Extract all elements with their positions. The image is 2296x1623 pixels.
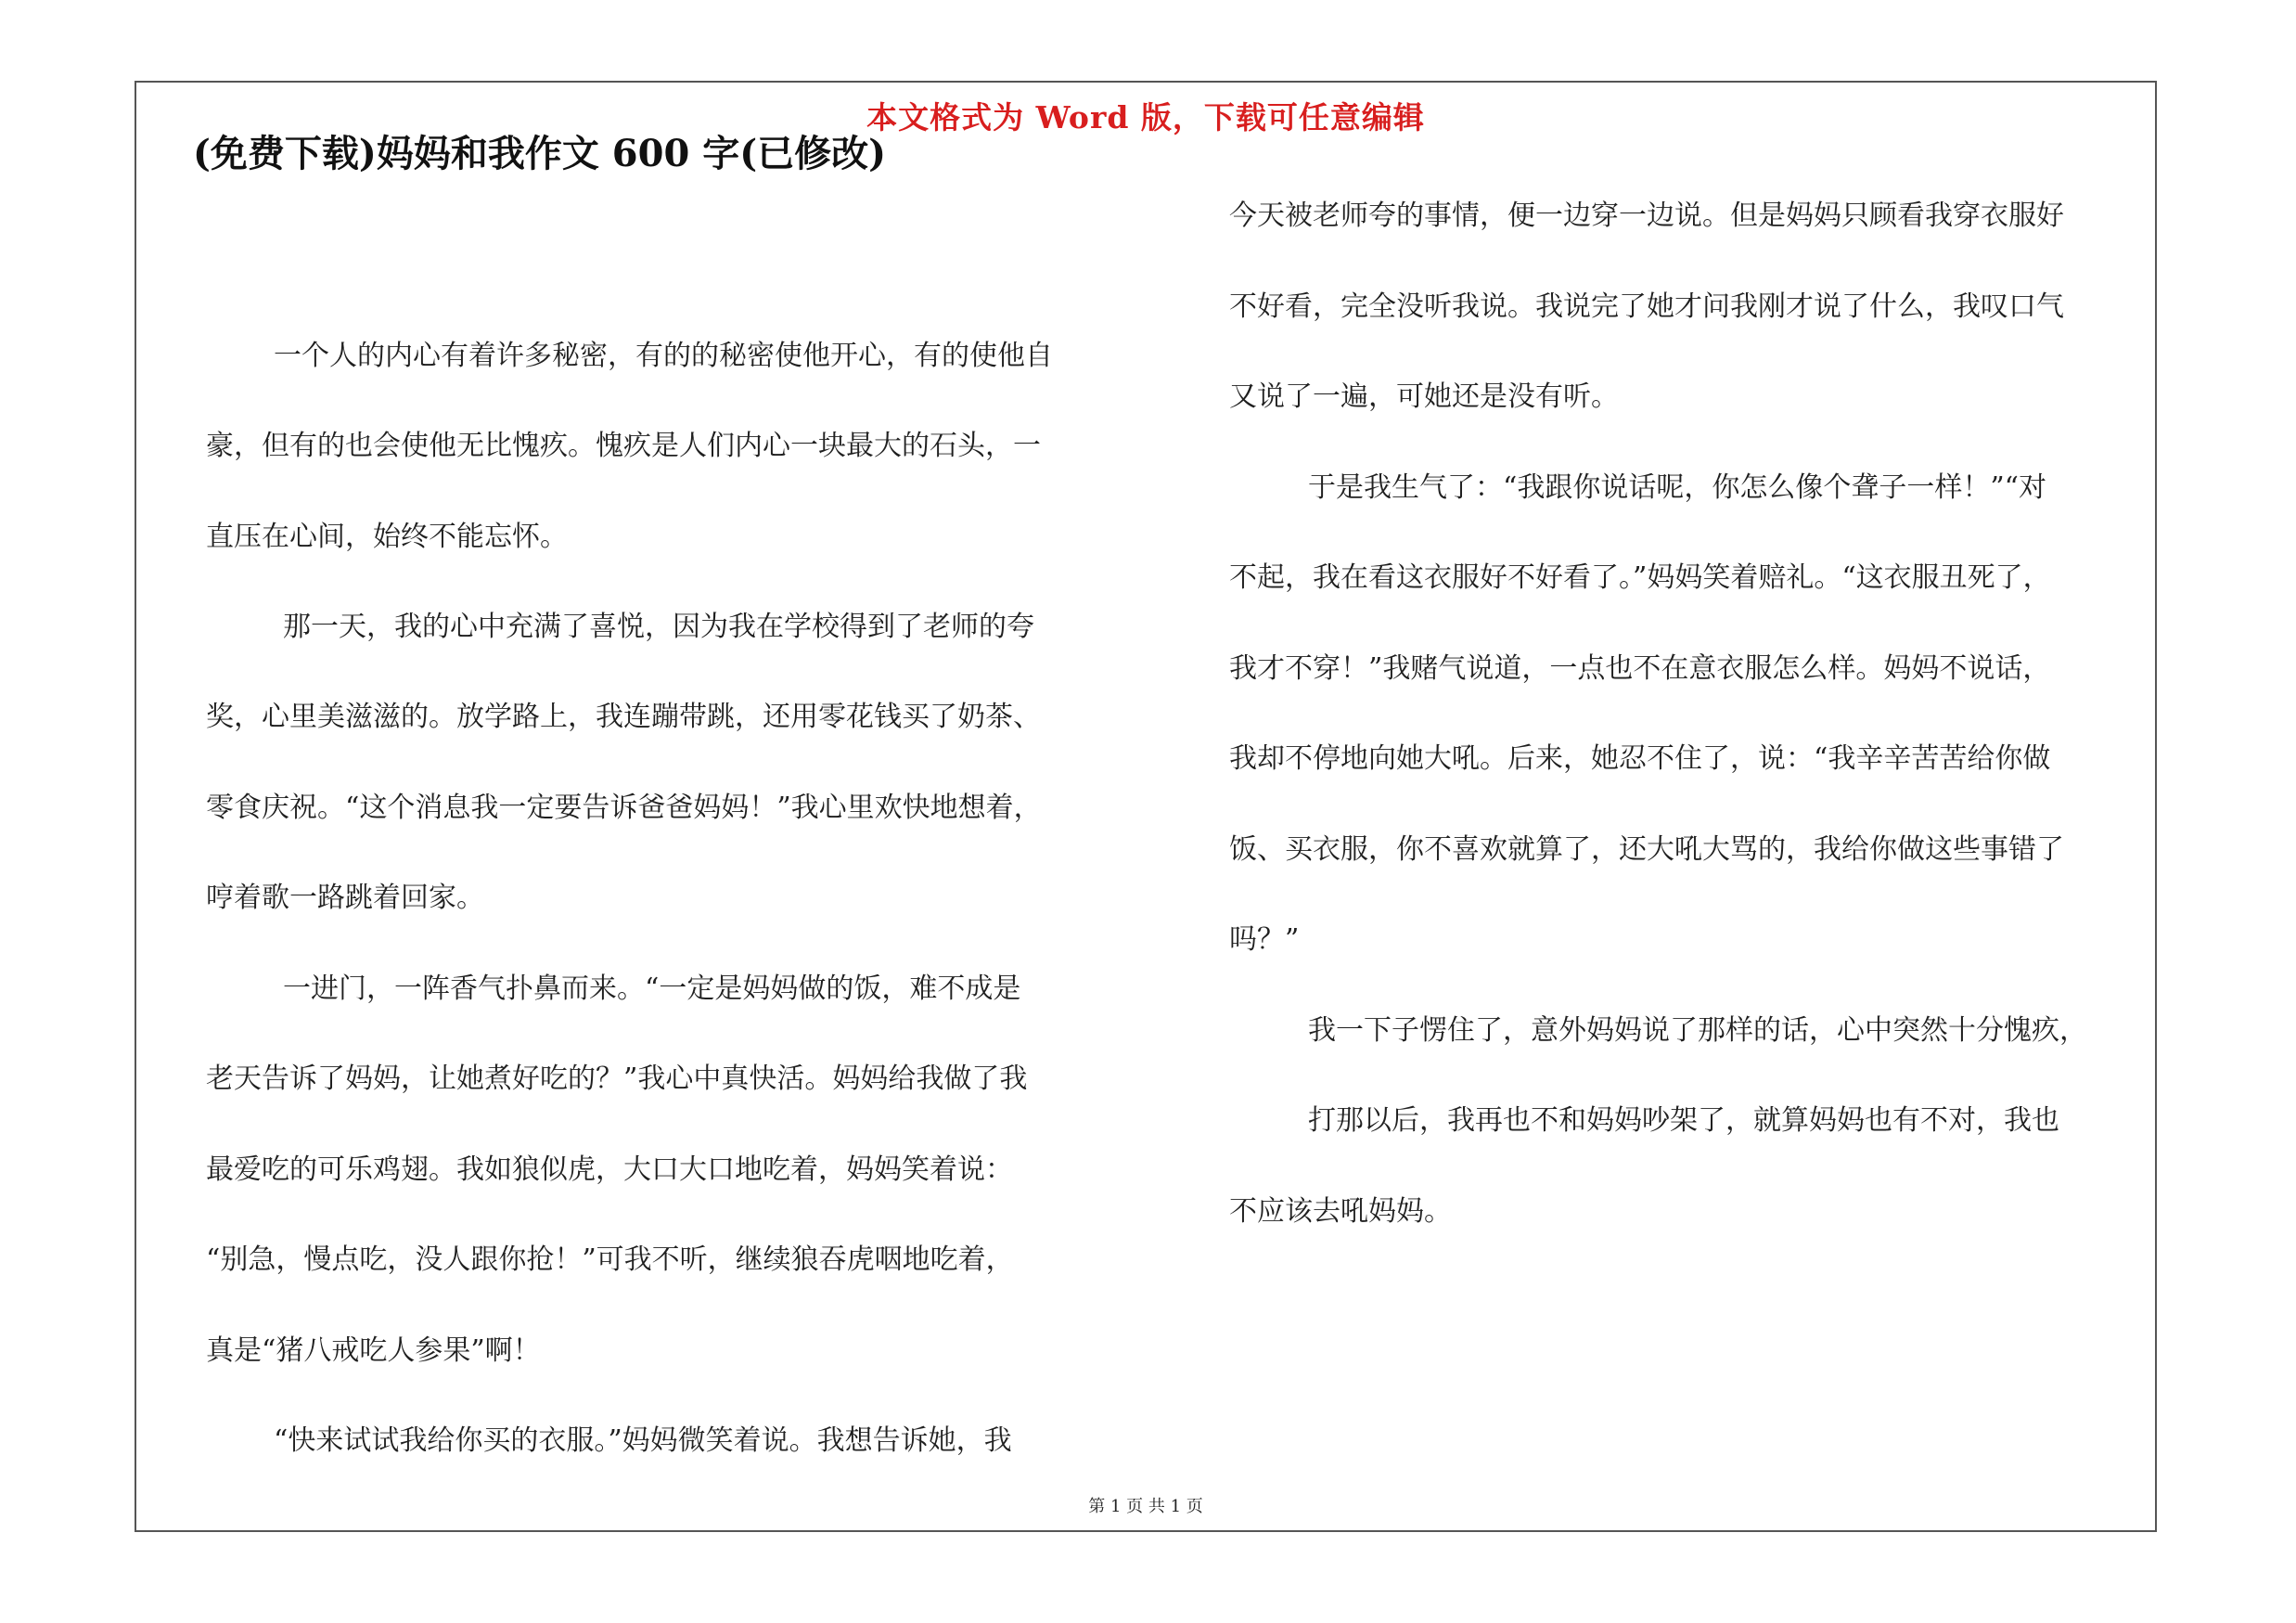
header-banner: 本文格式为 Word 版，下载可任意编辑 bbox=[866, 99, 1425, 135]
text-line: 直压在心间，始终不能忘怀。 bbox=[206, 521, 568, 553]
text-line: 吗？” bbox=[1229, 923, 1300, 956]
document-title: (免费下载)妈妈和我作文 600 字(已修改) bbox=[193, 132, 887, 175]
text-line: “别急，慢点吃，没人跟你抢！”可我不听，继续狼吞虎咽地吃着， bbox=[206, 1243, 1014, 1276]
text-line: 不起，我在看这衣服好不好看了。”妈妈笑着赔礼。“这衣服丑死了， bbox=[1229, 561, 2051, 594]
text-line: 哼着歌一路跳着回家。 bbox=[206, 882, 484, 914]
text-line: 豪，但有的也会使他无比愧疚。愧疚是人们内心一块最大的石头，一 bbox=[206, 430, 1041, 462]
text-line: “快来试试我给你买的衣服。”妈妈微笑着说。我想告诉她，我 bbox=[274, 1424, 1012, 1457]
text-line: 零食庆祝。“这个消息我一定要告诉爸爸妈妈！”我心里欢快地想着， bbox=[206, 792, 1042, 824]
text-line: 我才不穿！”我赌气说道，一点也不在意衣服怎么样。妈妈不说话， bbox=[1229, 652, 2051, 685]
text-line: 最爱吃的可乐鸡翅。我如狼似虎，大口大口地吃着，妈妈笑着说： bbox=[206, 1153, 1013, 1186]
text-line: 不应该去吼妈妈。 bbox=[1229, 1195, 1452, 1228]
page-footer: 第 1 页 共 1 页 bbox=[1088, 1497, 1203, 1516]
text-line: 饭、买衣服，你不喜欢就算了，还大吼大骂的，我给你做这些事错了 bbox=[1229, 833, 2064, 866]
text-line: 不好看，完全没听我说。我说完了她才问我刚才说了什么，我叹口气 bbox=[1229, 290, 2064, 323]
text-line: 我一下子愣住了，意外妈妈说了那样的话，心中突然十分愧疚， bbox=[1308, 1014, 2087, 1047]
text-line: 真是“猪八戒吃人参果”啊！ bbox=[206, 1334, 541, 1367]
text-line: 奖，心里美滋滋的。放学路上，我连蹦带跳，还用零花钱买了奶茶、 bbox=[206, 701, 1041, 733]
text-line: 那一天，我的心中充满了喜悦，因为我在学校得到了老师的夸 bbox=[283, 611, 1034, 643]
text-line: 今天被老师夸的事情，便一边穿一边说。但是妈妈只顾看我穿衣服好 bbox=[1229, 200, 2064, 232]
text-line: 我却不停地向她大吼。后来，她忍不住了，说：“我辛辛苦苦给你做 bbox=[1229, 742, 2051, 775]
text-line: 于是我生气了：“我跟你说话呢，你怎么像个聋子一样！”“对 bbox=[1308, 471, 2047, 504]
text-line: 一进门，一阵香气扑鼻而来。“一定是妈妈做的饭，难不成是 bbox=[283, 973, 1021, 1005]
text-line: 老天告诉了妈妈，让她煮好吃的？”我心中真快活。妈妈给我做了我 bbox=[206, 1063, 1028, 1095]
text-line: 打那以后，我再也不和妈妈吵架了，就算妈妈也有不对，我也 bbox=[1308, 1104, 2059, 1137]
text-line: 又说了一遍，可她还是没有听。 bbox=[1229, 380, 1619, 413]
text-line: 一个人的内心有着许多秘密，有的的秘密使他开心，有的使他自 bbox=[274, 340, 1053, 372]
